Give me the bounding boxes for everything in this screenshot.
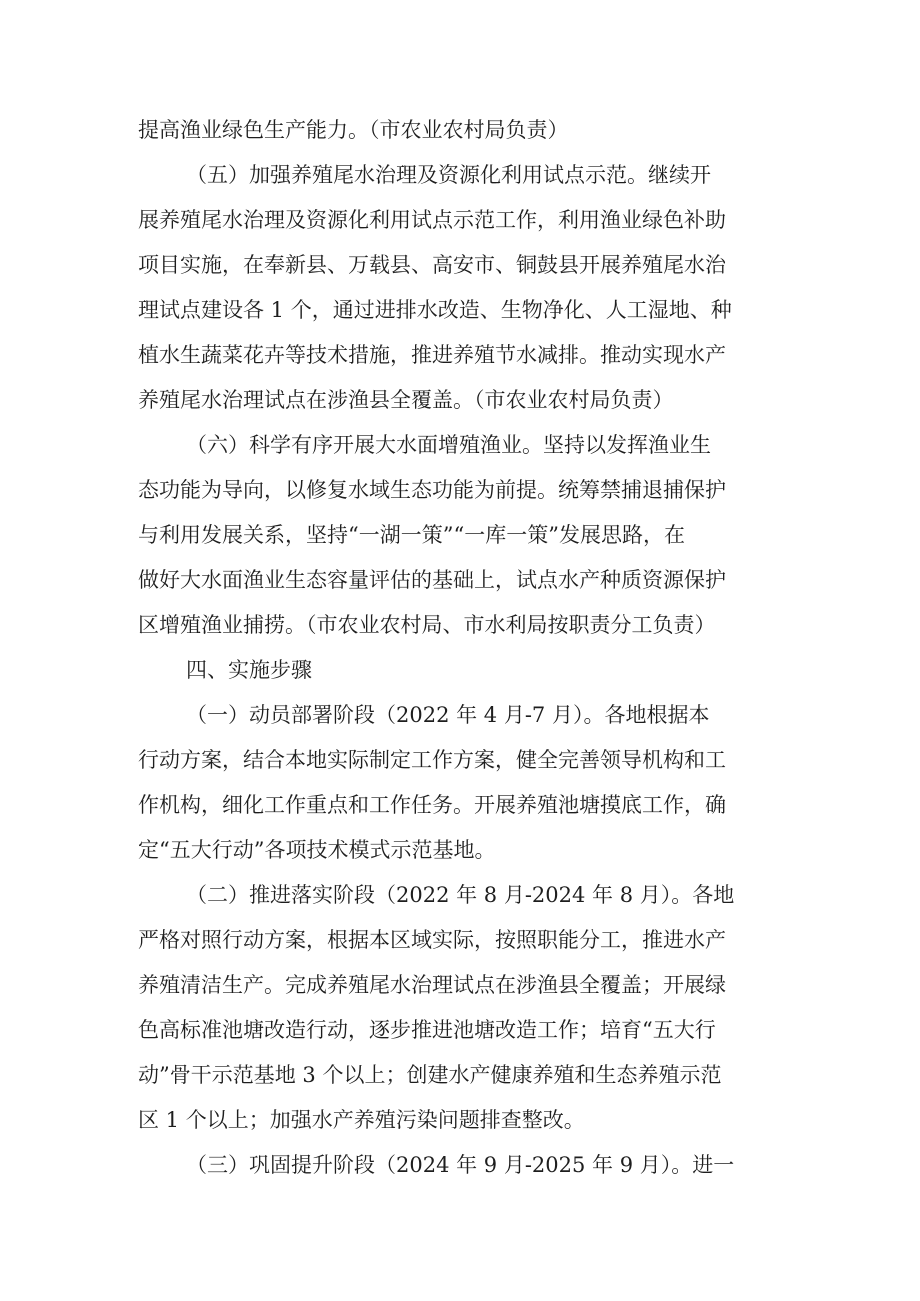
text-line: 理试点建设各 1 个，通过进排水改造、生物净化、人工湿地、种 [138,298,732,322]
paragraph-start-line: （六）科学有序开展大水面增殖渔业。坚持以发挥渔业生 [186,433,711,457]
paragraph-start-line: （五）加强养殖尾水治理及资源化利用试点示范。继续开 [186,163,711,187]
text-line: 养殖尾水治理试点在涉渔县全覆盖。（市农业农村局负责） [138,388,674,412]
text-line: 做好大水面渔业生态容量评估的基础上，试点水产种质资源保护 [138,568,726,592]
paragraph-start-line: （一）动员部署阶段（2022 年 4 月-7 月）。各地根据本 [186,703,710,727]
text-line: 区增殖渔业捕捞。（市农业农村局、市水利局按职责分工负责） [138,613,716,637]
text-line: 态功能为导向，以修复水域生态功能为前提。统筹禁捕退捕保护 [138,478,726,502]
text-line: 项目实施，在奉新县、万载县、高安市、铜鼓县开展养殖尾水治 [138,253,726,277]
text-line: 作机构，细化工作重点和工作任务。开展养殖池塘摸底工作，确 [138,793,726,817]
text-line: 色高标准池塘改造行动，逐步推进池塘改造工作；培育“五大行 [138,1018,716,1042]
paragraph-start-line: （二）推进落实阶段（2022 年 8 月-2024 年 8 月）。各地 [186,883,735,907]
text-line: 严格对照行动方案，根据本区域实际，按照职能分工，推进水产 [138,928,726,952]
text-line: 区 1 个以上；加强水产养殖污染问题排查整改。 [138,1108,585,1132]
text-line: 与利用发展关系，坚持“一湖一策”“一库一策”发展思路，在 [138,523,685,547]
text-line: 提高渔业绿色生产能力。（市农业农村局负责） [138,118,569,142]
text-line: 展养殖尾水治理及资源化利用试点示范工作，利用渔业绿色补助 [138,208,726,232]
text-line: 定“五大行动”各项技术模式示范基地。 [138,838,496,862]
text-line: 养殖清洁生产。完成养殖尾水治理试点在涉渔县全覆盖；开展绿 [138,973,726,997]
paragraph-start-line: （三）巩固提升阶段（2024 年 9 月-2025 年 9 月）。进一 [186,1153,735,1177]
section-heading: 四、实施步骤 [186,658,312,682]
text-line: 行动方案，结合本地实际制定工作方案，健全完善领导机构和工 [138,748,726,772]
text-line: 动”骨干示范基地 3 个以上；创建水产健康养殖和生态养殖示范 [138,1063,722,1087]
text-line: 植水生蔬菜花卉等技术措施，推进养殖节水减排。推动实现水产 [138,343,726,367]
